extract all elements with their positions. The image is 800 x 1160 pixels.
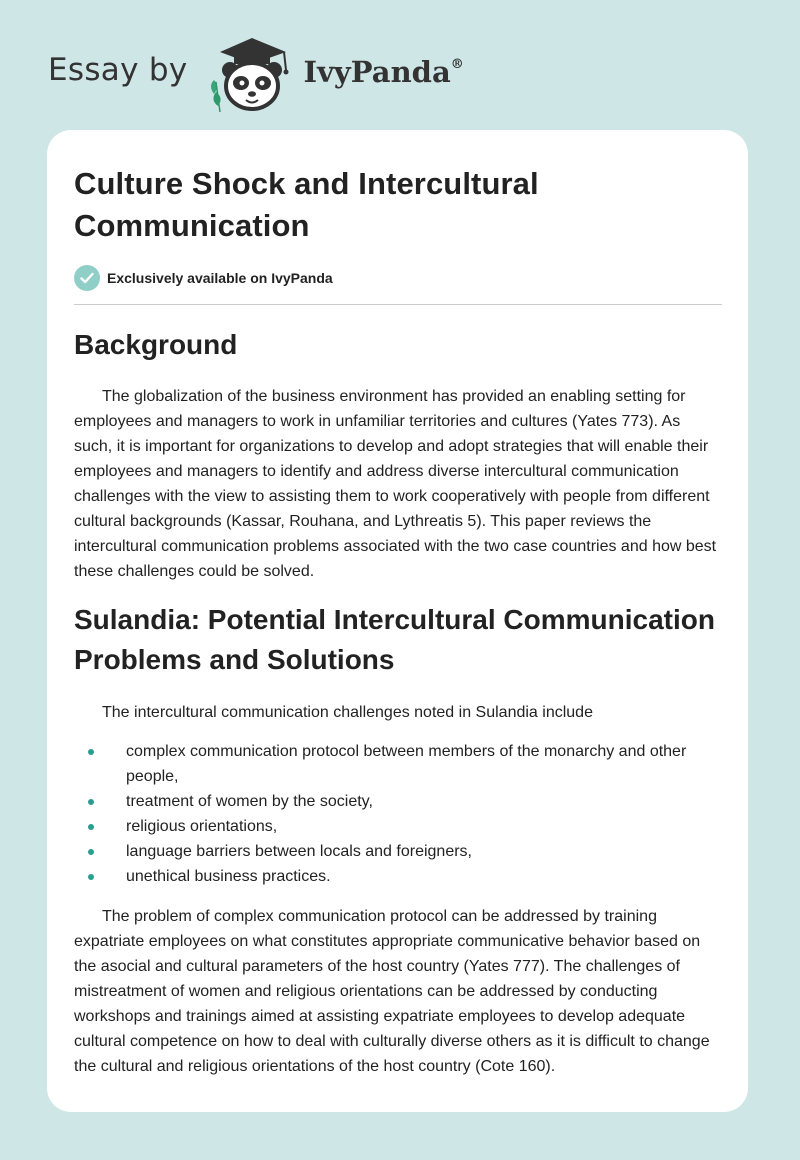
- paragraph-background: The globalization of the business environment has provided an enabling setting for employees and managers to work in unfamiliar territories and cultures (Yates 773). As such, it is important for organizations to develop and adopt strategies that will enable their employees and managers to identify and address diverse intercultural communication challenges with the view to assisting them to work cooperatively with people from different cultural backgrounds (Kassar, Rouhana, and Lythreatis 5). This paper reviews the intercultural communication problems associated with the two case countries and how best these challenges could be solved.: [74, 388, 717, 580]
- article-title: Culture Shock and Intercultural Communication: [74, 166, 539, 243]
- section-heading-sulandia: Sulandia: Potential Intercultural Communication Problems and Solutions: [74, 604, 715, 675]
- paragraph-sulandia-solutions: The problem of complex communication protocol can be addressed by training expatriate employees on what constitutes appropriate communicative behavior based on the asocial and cultural parameters of the host country (Yates 777). The challenges of mistreatment of women and religious orientations can be addressed by conducting workshops and trainings aimed at assisting expatriate employees to develop adequate cultural competence on how to deal with culturally diverse others as it is difficult to change the cultural and religious orientations of the host country (Cote 160).: [74, 908, 710, 1075]
- panda-logo-icon: [206, 34, 296, 114]
- challenges-list: [74, 739, 722, 889]
- divider: [74, 304, 722, 305]
- exclusive-text: Exclusively available on IvyPanda: [107, 270, 333, 286]
- check-icon: [74, 265, 100, 291]
- site-header: [48, 34, 464, 114]
- list-item: treatment of women by the society,: [74, 789, 722, 814]
- list-item: unethical business practices.: [74, 864, 722, 889]
- brand-name: IvyPanda®: [303, 55, 464, 89]
- ivypanda-logo[interactable]: [206, 34, 464, 114]
- exclusive-badge: [74, 265, 722, 291]
- paragraph-sulandia-intro: The intercultural communication challenges noted in Sulandia include: [102, 704, 593, 721]
- essay-by-label: Essay by: [48, 52, 188, 88]
- article-card: [47, 130, 748, 1112]
- section-heading-background: Background: [74, 329, 238, 360]
- list-item: language barriers between locals and foreigners,: [74, 839, 722, 864]
- list-item: religious orientations,: [74, 814, 722, 839]
- list-item: complex communication protocol between members of the monarchy and other people,: [74, 739, 722, 789]
